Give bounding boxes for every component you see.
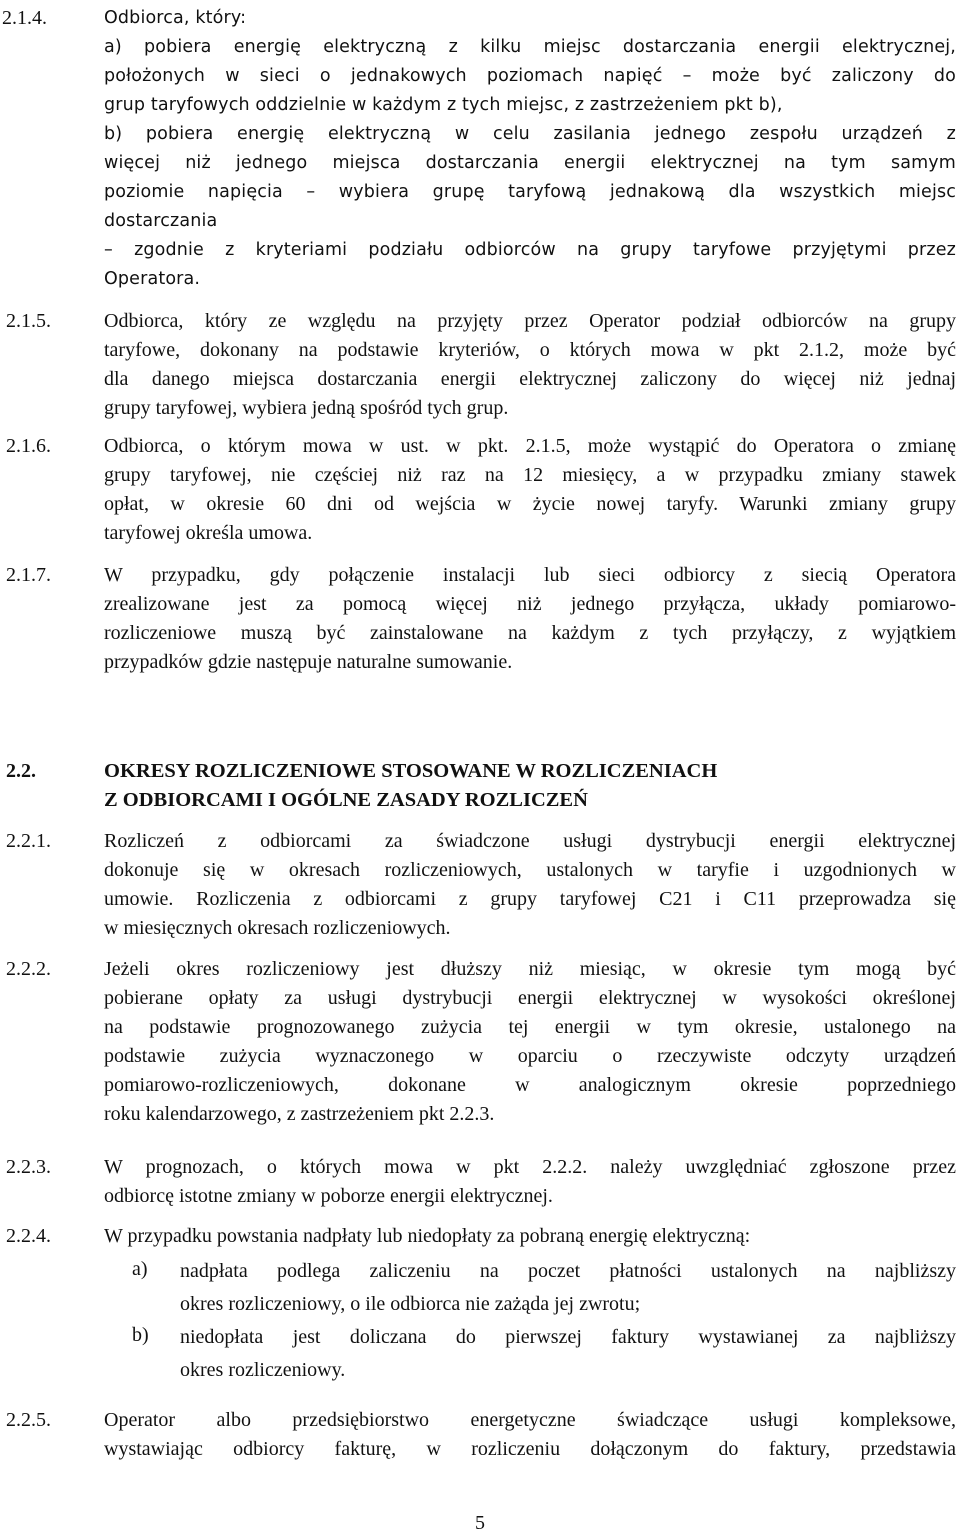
text-line: W przypadku, gdy połączenie instalacji lub sieci odbiorcy z siecią Operatora [104, 564, 956, 586]
section-body [104, 432, 956, 548]
text-line: pomiarowo-rozliczeniowych, dokonane w analogicznym okresie poprzedniego [104, 1074, 956, 1096]
text-line: pobierane opłaty za usługi dystrybucji energii elektrycznej w wysokości określonej [104, 987, 956, 1009]
text-line: dokonuje się w okresach rozliczeniowych, ustalonych w taryfie i uzgodnionych w [104, 859, 956, 881]
text-line: Operatora. [104, 269, 201, 289]
section-number: 2.2.2. [6, 958, 51, 980]
text-line: roku kalendarzowego, z zastrzeżeniem pkt 2.2.3. [104, 1103, 495, 1125]
text-line: grup taryfowych oddzielnie w każdym z tych miejsc, z zastrzeżeniem pkt b), [104, 95, 783, 115]
text-line: położonych w sieci o jednakowych poziomach napięć – może być zaliczony do [104, 66, 956, 86]
section-number: 2.2.1. [6, 830, 51, 852]
text-line: przypadków gdzie następuje naturalne sumowanie. [104, 651, 513, 673]
heading-line: OKRESY ROZLICZENIOWE STOSOWANE W ROZLICZENIACH [104, 760, 718, 782]
section-body [104, 955, 956, 1129]
section-number: 2.1.4. [2, 7, 47, 29]
text-line: dostarczania [104, 211, 218, 231]
section-number: 2.1.7. [6, 564, 51, 586]
text-line: podstawie zużycia wyznaczonego w oparciu o rzeczywiste odczyty urządzeń [104, 1045, 956, 1067]
list-item [104, 1321, 956, 1387]
text-line: W prognozach, o których mowa w pkt 2.2.2. należy uwzględniać zgłoszone przez [104, 1156, 956, 1178]
text-line: Odbiorca, który ze względu na przyjęty przez Operator podział odbiorców na grupy [104, 310, 956, 332]
list-label: a) [132, 1258, 148, 1280]
text-line: grupy taryfowej, wybiera jedną spośród tych grup. [104, 397, 509, 419]
text-line: więcej niż jednego miejsca dostarczania energii elektrycznej na tym samym [104, 153, 956, 173]
heading-line: Z ODBIORCAMI I OGÓLNE ZASADY ROZLICZEŃ [104, 789, 588, 811]
text-line: rozliczeniowe muszą być zainstalowane na każdym z tych przyłączy, z wyjątkiem [104, 622, 956, 644]
list-item [104, 1255, 956, 1321]
section-number: 2.2.3. [6, 1156, 51, 1178]
text-line: opłat, w okresie 60 dni od wejścia w życie nowej taryfy. Warunki zmiany grupy [104, 493, 956, 515]
text-line: Jeżeli okres rozliczeniowy jest dłuższy niż miesiąc, w okresie tym mogą być [104, 958, 956, 980]
text-line: zrealizowane jest za pomocą więcej niż jednego przyłącza, układy pomiarowo- [104, 593, 956, 615]
text-line: odbiorcę istotne zmiany w poborze energii elektrycznej. [104, 1185, 553, 1207]
text-line: Odbiorca, który: [104, 8, 247, 28]
text-line: Operator albo przedsiębiorstwo energetyczne świadczące usługi kompleksowe, [104, 1409, 956, 1431]
text-line: b) pobiera energię elektryczną w celu zasilania jednego zespołu urządzeń z [104, 124, 956, 144]
section-body [104, 1406, 956, 1464]
text-line: W przypadku powstania nadpłaty lub niedopłaty za pobraną energię elektryczną: [104, 1225, 751, 1247]
section-number: 2.2.4. [6, 1225, 51, 1247]
text-line: – zgodnie z kryteriami podziału odbiorców na grupy taryfowe przyjętymi przez [104, 240, 956, 260]
section-number: 2.2.5. [6, 1409, 51, 1431]
text-line: okres rozliczeniowy. [180, 1359, 346, 1381]
text-line: wystawiając odbiorcy fakturę, w rozliczeniu dołączonym do faktury, przedstawia [104, 1438, 956, 1460]
text-line: taryfowe, dokonany na podstawie kryteriów, o których mowa w pkt 2.1.2, może być [104, 339, 956, 361]
section-body [104, 827, 956, 943]
section-body [104, 561, 956, 677]
section-body [104, 307, 956, 423]
text-line: umowie. Rozliczenia z odbiorcami z grupy taryfowej C21 i C11 przeprowadza się [104, 888, 956, 910]
text-line: okres rozliczeniowy, o ile odbiorca nie zażąda jej zwrotu; [180, 1293, 641, 1315]
text-line: w miesięcznych okresach rozliczeniowych. [104, 917, 451, 939]
text-line: na podstawie prognozowanego zużycia tej energii w tym okresie, ustalonego na [104, 1016, 956, 1038]
text-line: grupy taryfowej, nie częściej niż raz na 12 miesięcy, a w przypadku zmiany stawek [104, 464, 956, 486]
text-line: dla danego miejsca dostarczania energii elektrycznej zaliczony do więcej niż jednaj [104, 368, 956, 390]
list-label: b) [132, 1324, 149, 1346]
page-number: 5 [475, 1512, 485, 1534]
text-line: niedopłata jest doliczana do pierwszej faktury wystawianej za najbliższy [180, 1326, 956, 1348]
text-line: Odbiorca, o którym mowa w ust. w pkt. 2.1.5, może wystąpić do Operatora o zmianę [104, 435, 956, 457]
text-line: poziomie napięcia – wybiera grupę taryfową jednakową dla wszystkich miejsc [104, 182, 956, 202]
text-line: Rozliczeń z odbiorcami za świadczone usługi dystrybucji energii elektrycznej [104, 830, 956, 852]
text-line: nadpłata podlega zaliczeniu na poczet płatności ustalonych na najbliższy [180, 1260, 956, 1282]
section-number: 2.1.5. [6, 310, 51, 332]
section-body [104, 4, 956, 294]
section-body [104, 1153, 956, 1211]
text-line: taryfowej określa umowa. [104, 522, 313, 544]
section-body [104, 1222, 956, 1387]
section-title [104, 757, 956, 815]
text-line: a) pobiera energię elektryczną z kilku miejsc dostarczania energii elektrycznej, [104, 37, 956, 57]
section-number: 2.1.6. [6, 435, 51, 457]
section-number: 2.2. [6, 760, 36, 782]
